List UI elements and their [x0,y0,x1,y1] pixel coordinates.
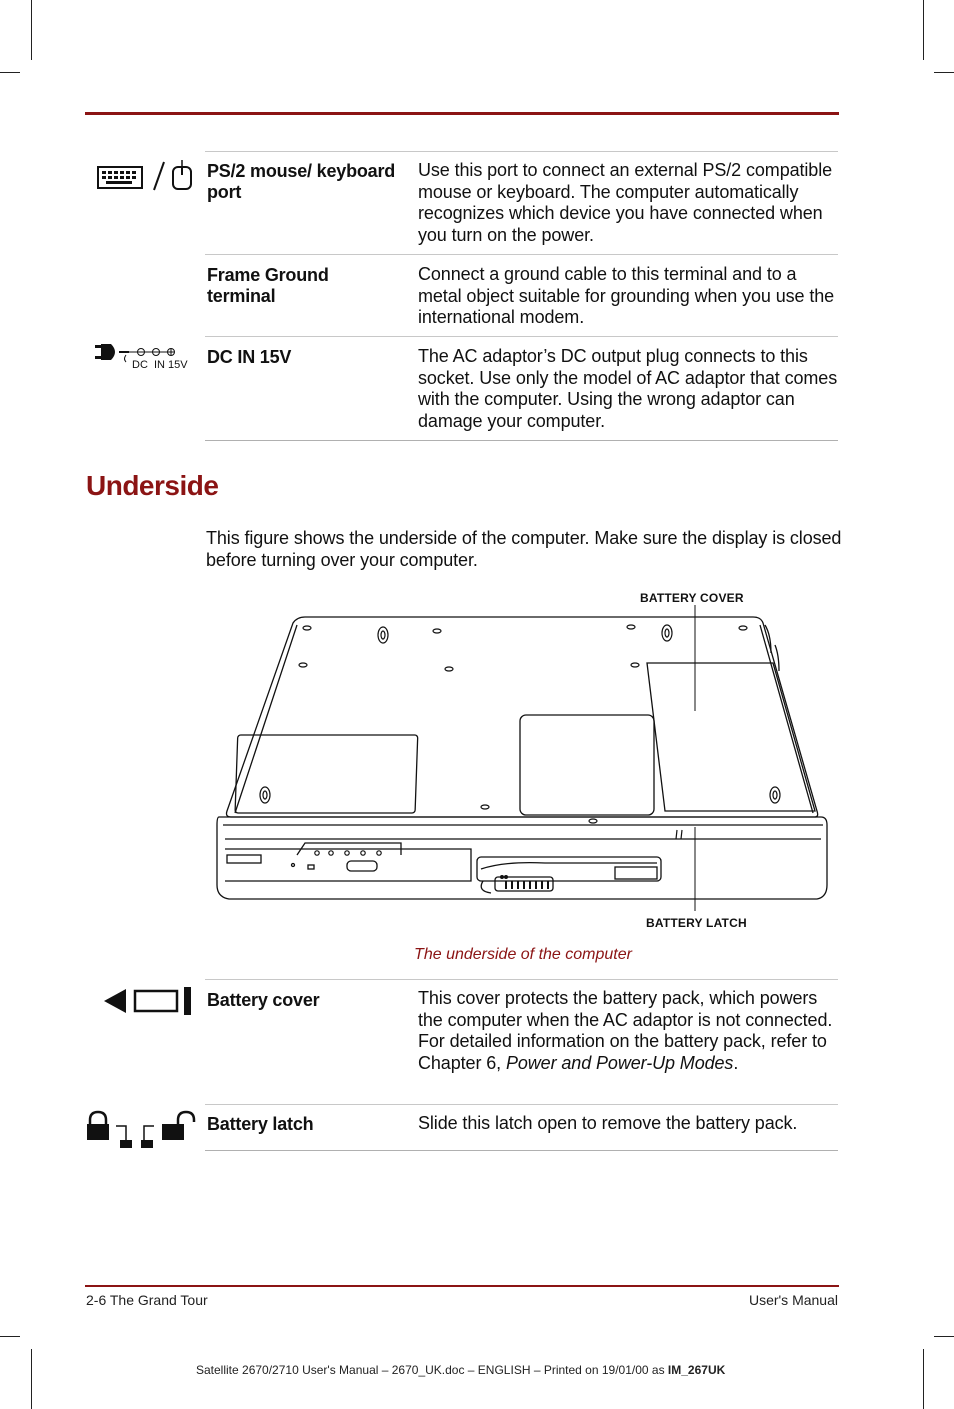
table-row-divider [205,1104,838,1105]
crop-mark [923,1349,924,1409]
underside-figure [205,585,845,935]
dc-in-icon-label: DC IN 15V [132,359,188,371]
crop-mark [0,72,20,73]
term-dc-in: DC IN 15V [207,347,292,367]
desc-battery-cover-end: . [733,1052,739,1073]
crop-mark [31,0,32,60]
table-row-divider [205,979,838,980]
section-intro: This figure shows the underside of the computer. Make sure the display is closed before turning over your computer. [206,528,842,570]
table-bottom-rule [205,1150,838,1151]
desc-dc-in: The AC adaptor’s DC output plug connects to this socket. Use only the model of AC adaptor that comes with the computer. Using the wrong adaptor can damage your computer. [418,346,838,431]
battery-latch-icon [86,1110,198,1150]
battery-icon [102,986,194,1016]
footer-page-label: 2-6 The Grand Tour [86,1292,208,1308]
print-info-line [196,1363,725,1377]
figure-caption: The underside of the computer [414,946,632,963]
term-battery-latch: Battery latch [207,1114,314,1134]
footer-rule [85,1285,839,1287]
desc-ps2-port: Use this port to connect an external PS/2 compatible mouse or keyboard. The computer automatically recognizes which device you have connected when you turn on the power. [418,160,833,245]
section-title: Underside [86,470,219,501]
callout-battery-latch: BATTERY LATCH [646,916,747,930]
dc-in-icon [93,343,203,375]
crop-mark [923,0,924,60]
desc-battery-cover [418,988,840,1074]
crop-mark [31,1349,32,1409]
print-info-code: IM_267UK [667,1363,726,1377]
table-row-divider [205,336,838,337]
desc-battery-cover-chapter: Power and Power-Up Modes [505,1052,734,1073]
keyboard-mouse-port-icon [96,158,196,194]
table-row-divider [205,151,838,152]
table-bottom-rule [205,440,838,441]
header-rule [85,112,839,115]
term-ps2-port: PS/2 mouse/ keyboard port [207,161,396,202]
term-frame-ground: Frame Ground terminal [207,265,329,306]
term-battery-cover: Battery cover [207,990,320,1010]
desc-battery-cover-text: This cover protects the battery pack, which powers the computer when the AC adaptor is not connected. For detailed information on the battery pack, refer to Chapter 6, [418,988,833,1073]
footer-manual-label: User's Manual [748,1292,838,1308]
crop-mark [934,72,954,73]
crop-mark [934,1336,954,1337]
print-info-text: Satellite 2670/2710 User's Manual – 2670_UK.doc – ENGLISH – Printed on 19/01/00 as [196,1363,668,1377]
crop-mark [0,1336,20,1337]
laptop-underside-illustration [205,585,845,935]
desc-frame-ground: Connect a ground cable to this terminal and to a metal object suitable for grounding when you use the international modem. [418,264,835,327]
desc-battery-latch: Slide this latch open to remove the battery pack. [418,1113,798,1133]
callout-battery-cover: BATTERY COVER [640,591,744,605]
table-row-divider [205,254,838,255]
